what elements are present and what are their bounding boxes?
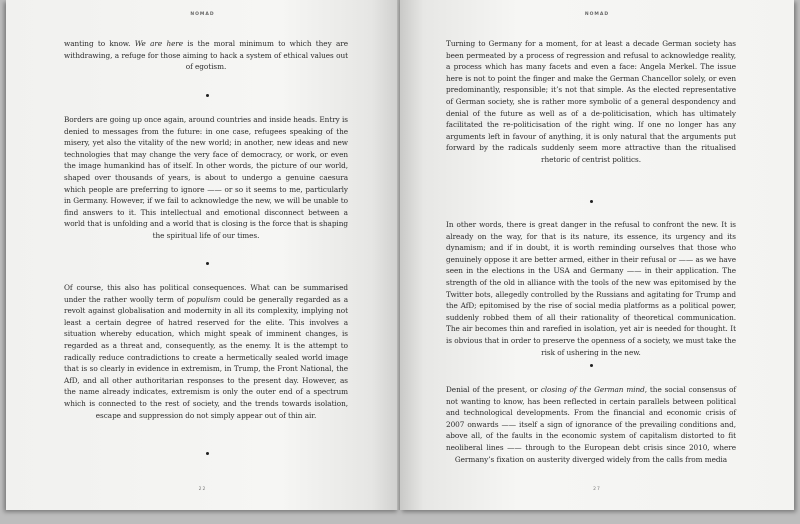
section-dot-divider xyxy=(590,200,593,203)
italic-phrase: We are here xyxy=(134,39,184,48)
right-page xyxy=(400,0,794,510)
left-page xyxy=(6,0,399,510)
paragraph: wanting to know. We are here is the moral minimum to which they are withdrawing, a refuge for those aiming to hack a system of ethical values out of egotism. xyxy=(64,39,348,72)
left-page-text xyxy=(6,0,399,510)
section-dot-divider xyxy=(206,94,209,97)
paragraph: Of course, this also has political consequences. What can be summarised under the rather woolly term of populism could be generally regarded as a revolt against globalisation and modernity in all its complexity, implying not least a certain degree of hatred reserved for the elite. This involves a situation whereby education, which might speak of imminent changes, is regarded as a threat and, consequently, as the enemy. It is the attempt to radically reduce contradictions to create a hermetically sealed world image that is so clearly in evidence in extremism, in Trump, the Front National, the AfD, and all other authoritarian responses to the present day. However, as the name already indicates, extremism is only the outer end of a spectrum which is connected to the rest of society, and the trends towards isolation, escape and suppression do not simply appear out of thin air. xyxy=(64,283,348,420)
section-dot-divider xyxy=(590,364,593,367)
right-page-text xyxy=(400,0,794,510)
running-head-right: NOMAD xyxy=(584,12,610,17)
paragraph: In other words, there is great danger in the refusal to confront the new. It is already on the way, for that is its nature, its essence, its urgency and its dynamism; and if in doubt, it is worth reminding ourselves that those who genuinely oppose it are better armed, either in their refusal or —— as we have seen in the elections in the USA and Germany —— in their application. The strength of the old in alliance with the tools of the new was epitomised by the Twitter bots, allegedly controlled by the Russians and agitating for Trump and the AfD; epitomised by the rise of social media platforms as a political power, suddenly robbed them of all their rationality of theoretical communication. The air becomes thin and rarefied in isolation, yet air is needed for thought. It is obvious that in order to preserve the openness of a society, we must take the risk of ushering in the new. xyxy=(446,220,736,357)
running-head-left: NOMAD xyxy=(190,12,215,17)
paragraph: Borders are going up once again, around countries and inside heads. Entry is denied to messages from the future: in one case, refugees speaking of the misery, yet also the vitality of the new world; in another, new ideas and new technologies that may change the very face of democracy, or work, or even the image humankind has of itself. In other words, the picture of our world, shaped over thousands of years, is about to undergo a genuine caesura which people are preferring to ignore —— or so it seems to me, particularly in Germany. However, if we fail to acknowledge the new, we will be unable to find answers to it. This intellectual and emotional disconnect between a world that is unfolding and a world that is closing is the force that is shaping the spiritual life of our times. xyxy=(64,115,348,240)
italic-phrase: closing of the German mind xyxy=(540,385,645,394)
italic-phrase: populism xyxy=(187,294,221,304)
section-dot-divider xyxy=(206,452,209,455)
page-number-left: 22 xyxy=(198,487,207,492)
paragraph: Turning to Germany for a moment, for at least a decade German society has been permeated by a process of regression and refusal to acknowledge reality, a process which has many facets and even a face: Angela Merkel. The issue here is not to point the finger and make the German Chancellor solely, or even predominantly, responsible; it’s not that simple. As the elected representative of German society, she is rather more symbolic of a general despondency and denial of the future as well as of a de-politicisation, which has ultimately facilitated the re-politicisation of the right wing. If one no longer has any arguments left in favour of anything, it is only natural that the arguments put forward by the radicals suddenly seem more attractive than the ritualised rhetoric of centrist politics. xyxy=(446,39,736,164)
page-number-right: 27 xyxy=(593,487,601,492)
paragraph: Denial of the present, or closing of the German mind, the social consensus of not wanting to know, has been reflected in certain parallels between political and technological developments. From the financial and economic crisis of 2007 onwards —— itself a sign of ignorance of the prevailing conditions and, above all, of the faults in the economic system of capitalism distorted to fit neoliberal lines —— through to the European debt crisis since 2010, where Germany’s fixation on austerity diverged widely from the calls from media xyxy=(446,385,737,464)
section-dot-divider xyxy=(206,262,209,265)
